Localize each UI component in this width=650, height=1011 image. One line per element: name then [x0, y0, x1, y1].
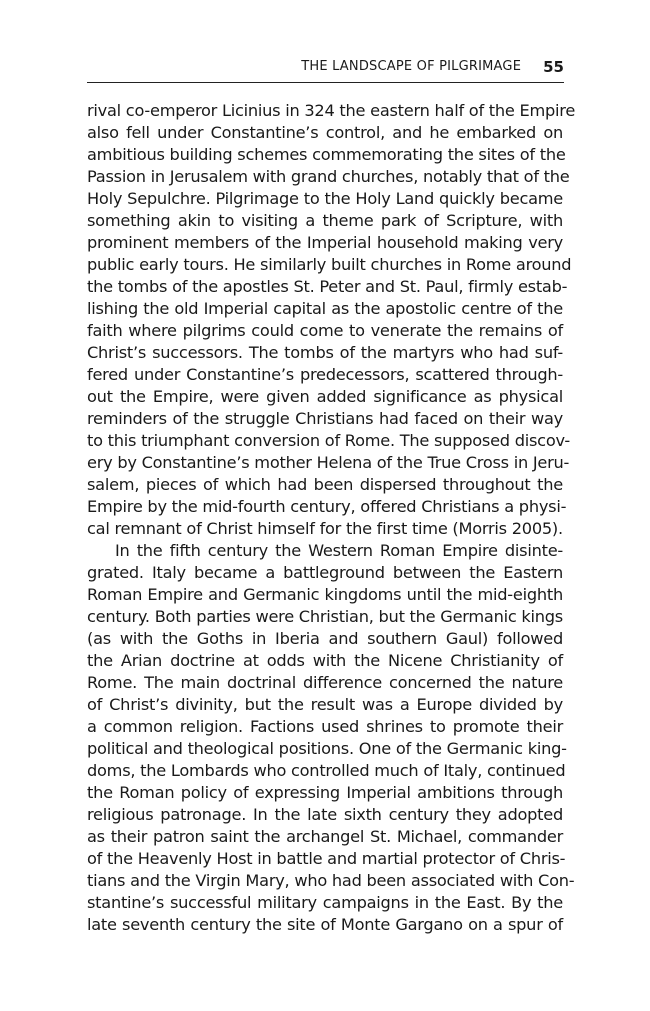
text-line: rival co-emperor Licinius in 324 the eastern half of the Empire: [87, 101, 576, 120]
text-line: the Arian doctrine at odds with the Nicene Christianity of: [87, 651, 563, 670]
text-line: grated. Italy became a battleground between the Eastern: [87, 563, 563, 582]
text-line: reminders of the struggle Christians had faced on their way: [87, 409, 563, 428]
text-line: a common religion. Factions used shrines to promote their: [87, 717, 563, 736]
paragraph: [87, 100, 576, 540]
paragraph: [87, 540, 575, 936]
running-header: [87, 56, 564, 83]
text-line: of Christ’s divinity, but the result was a Europe divided by: [87, 695, 563, 714]
text-line: (as with the Goths in Iberia and southern Gaul) followed: [87, 629, 563, 648]
text-line: In the fifth century the Western Roman Empire disinte-: [115, 541, 563, 560]
text-line: to this triumphant conversion of Rome. The supposed discov-: [87, 431, 570, 450]
text-line: also fell under Constantine’s control, and he embarked on: [87, 123, 563, 142]
text-line: prominent members of the Imperial household making very: [87, 233, 563, 252]
text-line: doms, the Lombards who controlled much of Italy, continued: [87, 761, 566, 780]
text-line: Passion in Jerusalem with grand churches, notably that of the: [87, 167, 570, 186]
text-line: as their patron saint the archangel St. Michael, commander: [87, 827, 563, 846]
text-line: faith where pilgrims could come to venerate the remains of: [87, 321, 563, 340]
text-line: the Roman policy of expressing Imperial ambitions through: [87, 783, 563, 802]
text-line: of the Heavenly Host in battle and martial protector of Chris-: [87, 849, 566, 868]
text-line: fered under Constantine’s predecessors, scattered through-: [87, 365, 563, 384]
text-line: political and theological positions. One of the Germanic king-: [87, 739, 567, 758]
text-line: ery by Constantine’s mother Helena of the True Cross in Jeru-: [87, 453, 570, 472]
text-line: religious patronage. In the late sixth century they adopted: [87, 805, 563, 824]
running-head-title: THE LANDSCAPE OF PILGRIMAGE: [301, 59, 522, 74]
body-text: [87, 100, 576, 936]
text-line: stantine’s successful military campaigns in the East. By the: [87, 893, 563, 912]
text-line: ambitious building schemes commemorating the sites of the: [87, 145, 566, 164]
text-line: tians and the Virgin Mary, who had been associated with Con-: [87, 871, 575, 890]
text-line: out the Empire, were given added significance as physical: [87, 387, 563, 406]
text-line: something akin to visiting a theme park of Scripture, with: [87, 211, 563, 230]
text-line: public early tours. He similarly built churches in Rome around: [87, 255, 572, 274]
text-line: Empire by the mid-fourth century, offered Christians a physi-: [87, 497, 567, 516]
text-line: Rome. The main doctrinal difference concerned the nature: [87, 673, 563, 692]
text-line: late seventh century the site of Monte Gargano on a spur of: [87, 915, 563, 934]
text-line: salem, pieces of which had been dispersed throughout the: [87, 475, 563, 494]
text-line: Holy Sepulchre. Pilgrimage to the Holy Land quickly became: [87, 189, 563, 208]
text-line: cal remnant of Christ himself for the first time (Morris 2005).: [87, 519, 563, 538]
text-line: century. Both parties were Christian, but the Germanic kings: [87, 607, 563, 626]
text-line: Christ’s successors. The tombs of the martyrs who had suf-: [87, 343, 563, 362]
text-line: lishing the old Imperial capital as the apostolic centre of the: [87, 299, 563, 318]
text-line: Roman Empire and Germanic kingdoms until the mid-eighth: [87, 585, 563, 604]
page-number: 55: [543, 58, 564, 76]
text-line: the tombs of the apostles St. Peter and St. Paul, firmly estab-: [87, 277, 568, 296]
